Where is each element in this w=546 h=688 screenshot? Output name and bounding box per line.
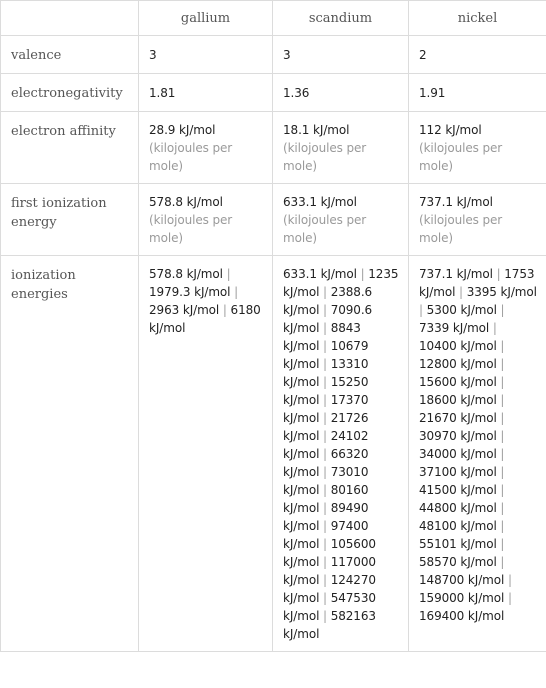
row-electron-affinity	[1, 112, 546, 184]
header-row	[1, 1, 546, 36]
value-separator: |	[500, 339, 505, 353]
value-text: 28.9 kJ/mol	[149, 123, 216, 137]
cell-electronegativity-scandium: 1.36	[273, 74, 409, 112]
ionization-energy-value: 8843 kJ/mol	[283, 321, 361, 353]
value-separator: |	[226, 267, 231, 281]
value-separator: |	[323, 591, 327, 605]
value-separator: |	[323, 321, 327, 335]
ionization-energy-value: 58570 kJ/mol	[419, 555, 497, 569]
value-separator: |	[500, 429, 505, 443]
value-separator: |	[500, 537, 505, 551]
value-separator: |	[323, 465, 327, 479]
cell-first-ionization-gallium	[139, 184, 273, 256]
cell-ionization-energies-scandium	[273, 256, 409, 652]
cell-ionization-energies-gallium	[139, 256, 273, 652]
row-valence	[1, 36, 546, 74]
value-separator: |	[323, 411, 327, 425]
value-separator: |	[323, 537, 327, 551]
corner-header-cell	[1, 1, 139, 36]
ionization-energy-value: 6180 kJ/mol	[149, 303, 261, 335]
cell-valence-gallium: 3	[139, 36, 273, 74]
row-label-ionization-energies: ionization energies	[1, 256, 139, 652]
ionization-energy-value: 10400 kJ/mol	[419, 339, 497, 353]
ionization-energy-value: 15600 kJ/mol	[419, 375, 497, 389]
ionization-energy-value: 21726 kJ/mol	[283, 411, 369, 443]
value-separator: |	[507, 591, 512, 605]
ionization-energy-value: 10679 kJ/mol	[283, 339, 369, 371]
value-separator: |	[323, 555, 327, 569]
value-separator: |	[323, 303, 327, 317]
row-electronegativity	[1, 74, 546, 112]
value-separator: |	[323, 393, 327, 407]
ionization-energy-value: 105600 kJ/mol	[283, 537, 376, 569]
value-separator: |	[500, 465, 505, 479]
value-separator: |	[500, 501, 505, 515]
ionization-energy-value: 737.1 kJ/mol	[419, 267, 493, 281]
ionization-energy-value: 13310 kJ/mol	[283, 357, 369, 389]
ionization-energy-value: 1235 kJ/mol	[283, 267, 399, 299]
ionization-energy-value: 117000 kJ/mol	[283, 555, 376, 587]
value-separator: |	[323, 447, 327, 461]
value-separator: |	[496, 267, 501, 281]
ionization-energy-value: 2388.6 kJ/mol	[283, 285, 373, 317]
cell-ionization-energies-nickel	[409, 256, 546, 652]
value-separator: |	[323, 429, 327, 443]
ionization-energy-value: 578.8 kJ/mol	[149, 267, 223, 281]
ionization-energy-value: 55101 kJ/mol	[419, 537, 497, 551]
value-text: 18.1 kJ/mol	[283, 123, 350, 137]
ionization-energy-value: 73010 kJ/mol	[283, 465, 369, 497]
ionization-energy-value: 18600 kJ/mol	[419, 393, 497, 407]
row-label-electronegativity: electronegativity	[1, 74, 139, 112]
ionization-energy-value: 5300 kJ/mol	[426, 303, 497, 317]
value-separator: |	[323, 501, 327, 515]
cell-valence-scandium: 3	[273, 36, 409, 74]
column-header-scandium: scandium	[273, 1, 409, 36]
cell-first-ionization-scandium	[273, 184, 409, 256]
ionization-energy-value: 97400 kJ/mol	[283, 519, 369, 551]
value-separator: |	[507, 573, 512, 587]
value-separator: |	[323, 375, 327, 389]
row-first-ionization-energy	[1, 184, 546, 256]
unit-description: (kilojoules per mole)	[283, 141, 367, 173]
unit-description: (kilojoules per mole)	[419, 213, 503, 245]
value-separator: |	[500, 483, 505, 497]
cell-valence-nickel: 2	[409, 36, 546, 74]
ionization-energy-value: 547530 kJ/mol	[283, 591, 376, 623]
cell-first-ionization-nickel	[409, 184, 546, 256]
ionization-energy-value: 44800 kJ/mol	[419, 501, 497, 515]
ionization-energy-value: 12800 kJ/mol	[419, 357, 497, 371]
row-label-first-ionization-energy: first ionization energy	[1, 184, 139, 256]
value-separator: |	[222, 303, 227, 317]
ionization-energy-value: 17370 kJ/mol	[283, 393, 369, 425]
ionization-energy-value: 7339 kJ/mol	[419, 321, 490, 335]
ionization-energy-value: 15250 kJ/mol	[283, 375, 369, 407]
cell-electron-affinity-gallium	[139, 112, 273, 184]
value-separator: |	[459, 285, 463, 299]
unit-description: (kilojoules per mole)	[419, 141, 503, 173]
column-header-nickel: nickel	[409, 1, 546, 36]
value-separator: |	[500, 447, 505, 461]
cell-electron-affinity-scandium	[273, 112, 409, 184]
ionization-energy-value: 30970 kJ/mol	[419, 429, 497, 443]
ionization-energy-value: 41500 kJ/mol	[419, 483, 497, 497]
ionization-energy-value: 48100 kJ/mol	[419, 519, 497, 533]
value-separator: |	[492, 321, 497, 335]
value-separator: |	[323, 519, 327, 533]
ionization-energy-value: 3395 kJ/mol	[466, 285, 537, 299]
value-separator: |	[500, 303, 505, 317]
ionization-energy-value: 37100 kJ/mol	[419, 465, 497, 479]
value-separator: |	[500, 519, 505, 533]
unit-description: (kilojoules per mole)	[149, 213, 233, 245]
ionization-energy-value: 89490 kJ/mol	[283, 501, 369, 533]
ionization-energy-value: 66320 kJ/mol	[283, 447, 369, 479]
value-separator: |	[500, 555, 505, 569]
cell-electronegativity-gallium: 1.81	[139, 74, 273, 112]
ionization-energy-value: 169400 kJ/mol	[419, 609, 505, 623]
ionization-energy-value: 633.1 kJ/mol	[283, 267, 357, 281]
value-separator: |	[419, 303, 423, 317]
value-separator: |	[323, 573, 327, 587]
ionization-energy-value: 2963 kJ/mol	[149, 303, 220, 317]
ionization-energy-value: 80160 kJ/mol	[283, 483, 369, 515]
ionization-energy-value: 21670 kJ/mol	[419, 411, 497, 425]
value-separator: |	[323, 357, 327, 371]
value-separator: |	[500, 393, 505, 407]
value-separator: |	[500, 411, 505, 425]
ionization-energy-value: 1753 kJ/mol	[419, 267, 535, 299]
ionization-energy-value: 34000 kJ/mol	[419, 447, 497, 461]
row-label-electron-affinity: electron affinity	[1, 112, 139, 184]
ionization-energy-value: 7090.6 kJ/mol	[283, 303, 373, 335]
value-separator: |	[323, 339, 327, 353]
cell-electronegativity-nickel: 1.91	[409, 74, 546, 112]
value-separator: |	[234, 285, 239, 299]
value-separator: |	[360, 267, 365, 281]
value-text: 578.8 kJ/mol	[149, 195, 223, 209]
ionization-energy-value: 582163 kJ/mol	[283, 609, 376, 641]
row-label-valence: valence	[1, 36, 139, 74]
value-separator: |	[323, 483, 327, 497]
value-text: 112 kJ/mol	[419, 123, 482, 137]
unit-description: (kilojoules per mole)	[283, 213, 367, 245]
ionization-energy-value: 159000 kJ/mol	[419, 591, 505, 605]
ionization-energy-value: 124270 kJ/mol	[283, 573, 376, 605]
value-text: 633.1 kJ/mol	[283, 195, 357, 209]
value-separator: |	[500, 357, 505, 371]
ionization-energy-value: 24102 kJ/mol	[283, 429, 369, 461]
cell-electron-affinity-nickel	[409, 112, 546, 184]
value-separator: |	[323, 609, 327, 623]
value-text: 737.1 kJ/mol	[419, 195, 493, 209]
ionization-energy-value: 1979.3 kJ/mol	[149, 285, 231, 299]
value-separator: |	[500, 375, 505, 389]
column-header-gallium: gallium	[139, 1, 273, 36]
unit-description: (kilojoules per mole)	[149, 141, 233, 173]
ionization-energy-value: 148700 kJ/mol	[419, 573, 505, 587]
value-separator: |	[323, 285, 327, 299]
row-ionization-energies	[1, 256, 546, 652]
